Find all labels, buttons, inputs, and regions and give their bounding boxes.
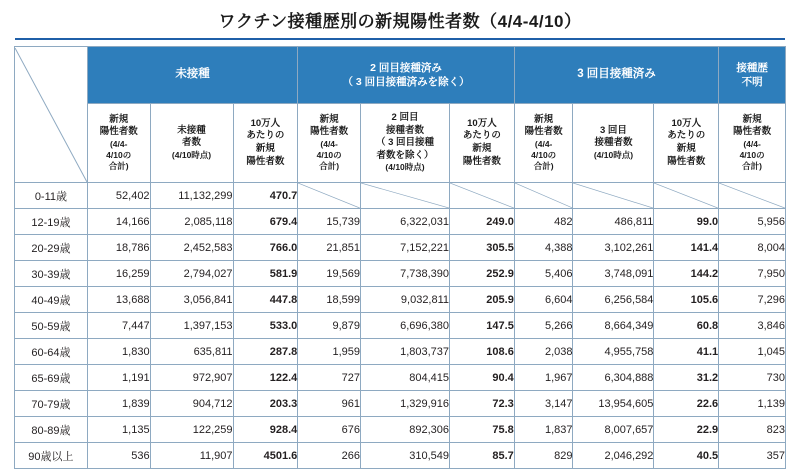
- sub-header-main: 未接種 者数: [177, 124, 206, 149]
- data-cell: 6,322,031: [361, 209, 450, 235]
- corner-cell: [15, 47, 88, 183]
- data-cell: 470.7: [233, 183, 298, 209]
- data-cell: 1,139: [719, 391, 786, 417]
- data-cell: 823: [719, 417, 786, 443]
- row-label: 50-59歳: [15, 313, 88, 339]
- data-cell: 9,879: [298, 313, 361, 339]
- sub-header-main: 新規 陽性者数: [524, 113, 563, 138]
- data-cell: 1,045: [719, 339, 786, 365]
- sub-header-main: 10万人 あたりの 新規 陽性者数: [667, 117, 706, 167]
- row-label: 40-49歳: [15, 287, 88, 313]
- data-cell: 7,152,221: [361, 235, 450, 261]
- row-label: 12-19歳: [15, 209, 88, 235]
- row-label: 30-39歳: [15, 261, 88, 287]
- data-cell: 357: [719, 443, 786, 469]
- data-cell: 5,406: [514, 261, 573, 287]
- data-cell: 7,738,390: [361, 261, 450, 287]
- data-cell: 482: [514, 209, 573, 235]
- table-row: [15, 391, 786, 417]
- data-cell: 15,739: [298, 209, 361, 235]
- data-cell: 18,786: [87, 235, 150, 261]
- data-cell: 13,954,605: [573, 391, 654, 417]
- empty-diagonal-cell: [719, 183, 786, 209]
- data-cell: 16,259: [87, 261, 150, 287]
- row-label: 60-64歳: [15, 339, 88, 365]
- data-cell: 961: [298, 391, 361, 417]
- data-cell: 635,811: [150, 339, 233, 365]
- data-cell: 7,447: [87, 313, 150, 339]
- data-cell: 122,259: [150, 417, 233, 443]
- sub-header-note: (4/4- 4/10の 合計): [316, 138, 342, 172]
- row-label: 65-69歳: [15, 365, 88, 391]
- data-cell: 11,132,299: [150, 183, 233, 209]
- data-cell: 6,304,888: [573, 365, 654, 391]
- data-cell: 41.1: [654, 339, 719, 365]
- data-cell: 105.6: [654, 287, 719, 313]
- sub-header-cell-6: [514, 104, 573, 183]
- sub-header-main: 新規 陽性者数: [99, 113, 138, 138]
- group-header-third-dose: 3 回目接種済み: [514, 47, 718, 104]
- row-label: 0-11歳: [15, 183, 88, 209]
- data-cell: 310,549: [361, 443, 450, 469]
- data-cell: 21,851: [298, 235, 361, 261]
- data-cell: 31.2: [654, 365, 719, 391]
- data-cell: 536: [87, 443, 150, 469]
- data-cell: 3,748,091: [573, 261, 654, 287]
- data-cell: 447.8: [233, 287, 298, 313]
- table-row: [15, 235, 786, 261]
- data-cell: 266: [298, 443, 361, 469]
- sub-header-cell-5: [450, 104, 515, 183]
- empty-diagonal-cell: [361, 183, 450, 209]
- data-cell: 40.5: [654, 443, 719, 469]
- data-cell: 4,388: [514, 235, 573, 261]
- data-cell: 804,415: [361, 365, 450, 391]
- sub-header-cell-0: [87, 104, 150, 183]
- group-header-unknown: 接種歴 不明: [719, 47, 786, 104]
- data-cell: 22.9: [654, 417, 719, 443]
- sub-header-main: 新規 陽性者数: [733, 113, 772, 138]
- data-cell: 4501.6: [233, 443, 298, 469]
- data-cell: 2,085,118: [150, 209, 233, 235]
- data-cell: 2,046,292: [573, 443, 654, 469]
- table-row: [15, 313, 786, 339]
- data-cell: 52,402: [87, 183, 150, 209]
- data-cell: 533.0: [233, 313, 298, 339]
- sub-header-main: 2 回目 接種者数 （ 3 回目接種 者数を除く）: [375, 112, 435, 161]
- data-cell: 1,191: [87, 365, 150, 391]
- data-cell: 1,803,737: [361, 339, 450, 365]
- sub-header-cell-7: [573, 104, 654, 183]
- table-row: [15, 183, 786, 209]
- table-row: [15, 209, 786, 235]
- data-cell: 11,907: [150, 443, 233, 469]
- page-title: ワクチン接種歴別の新規陽性者数（4/4-4/10）: [218, 12, 582, 31]
- data-cell: 928.4: [233, 417, 298, 443]
- data-cell: 19,569: [298, 261, 361, 287]
- table-group-header-row: [15, 47, 786, 104]
- table-row: [15, 261, 786, 287]
- data-cell: 7,296: [719, 287, 786, 313]
- data-cell: 486,811: [573, 209, 654, 235]
- empty-diagonal-cell: [514, 183, 573, 209]
- data-cell: 249.0: [450, 209, 515, 235]
- sub-header-note: (4/4- 4/10の 合計): [739, 138, 765, 172]
- title-underline: [15, 38, 785, 40]
- data-cell: 1,329,916: [361, 391, 450, 417]
- sub-header-main: 10万人 あたりの 新規 陽性者数: [246, 117, 285, 167]
- data-cell: 305.5: [450, 235, 515, 261]
- table-row: [15, 287, 786, 313]
- data-cell: 727: [298, 365, 361, 391]
- data-cell: 766.0: [233, 235, 298, 261]
- sub-header-cell-3: [298, 104, 361, 183]
- sub-header-cell-2: [233, 104, 298, 183]
- sub-header-cell-9: [719, 104, 786, 183]
- row-label: 80-89歳: [15, 417, 88, 443]
- data-cell: 6,604: [514, 287, 573, 313]
- sub-header-note: (4/4- 4/10の 合計): [106, 138, 132, 172]
- data-cell: 2,452,583: [150, 235, 233, 261]
- table-body: [15, 183, 786, 469]
- data-cell: 144.2: [654, 261, 719, 287]
- data-cell: 3,102,261: [573, 235, 654, 261]
- data-cell: 679.4: [233, 209, 298, 235]
- data-cell: 4,955,758: [573, 339, 654, 365]
- data-cell: 5,266: [514, 313, 573, 339]
- data-cell: 14,166: [87, 209, 150, 235]
- data-cell: 5,956: [719, 209, 786, 235]
- vaccination-table: [14, 46, 786, 469]
- data-cell: 205.9: [450, 287, 515, 313]
- data-cell: 581.9: [233, 261, 298, 287]
- data-cell: 147.5: [450, 313, 515, 339]
- data-cell: 6,256,584: [573, 287, 654, 313]
- sub-header-main: 新規 陽性者数: [310, 113, 349, 138]
- data-cell: 3,147: [514, 391, 573, 417]
- data-cell: 676: [298, 417, 361, 443]
- data-cell: 90.4: [450, 365, 515, 391]
- sub-header-cell-4: [361, 104, 450, 183]
- data-cell: 75.8: [450, 417, 515, 443]
- data-cell: 1,837: [514, 417, 573, 443]
- data-cell: 730: [719, 365, 786, 391]
- data-cell: 1,959: [298, 339, 361, 365]
- row-label: 70-79歳: [15, 391, 88, 417]
- sub-header-note: (4/10時点): [171, 149, 212, 160]
- sub-header-note: (4/10時点): [593, 149, 634, 160]
- data-cell: 9,032,811: [361, 287, 450, 313]
- data-cell: 203.3: [233, 391, 298, 417]
- data-cell: 8,004: [719, 235, 786, 261]
- row-label: 90歳以上: [15, 443, 88, 469]
- table-row: [15, 443, 786, 469]
- data-cell: 3,846: [719, 313, 786, 339]
- table-sub-header-row: [15, 104, 786, 183]
- data-cell: 6,696,380: [361, 313, 450, 339]
- empty-diagonal-cell: [298, 183, 361, 209]
- data-cell: 7,950: [719, 261, 786, 287]
- data-cell: 2,794,027: [150, 261, 233, 287]
- data-cell: 252.9: [450, 261, 515, 287]
- data-cell: 1,839: [87, 391, 150, 417]
- sub-header-main: 3 回目 接種者数: [594, 124, 633, 149]
- data-cell: 2,038: [514, 339, 573, 365]
- data-cell: 904,712: [150, 391, 233, 417]
- data-cell: 85.7: [450, 443, 515, 469]
- group-header-unvaccinated: 未接種: [87, 47, 297, 104]
- empty-diagonal-cell: [654, 183, 719, 209]
- data-cell: 1,135: [87, 417, 150, 443]
- empty-diagonal-cell: [573, 183, 654, 209]
- sub-header-note: (4/4- 4/10の 合計): [531, 138, 557, 172]
- table-row: [15, 417, 786, 443]
- data-cell: 108.6: [450, 339, 515, 365]
- data-cell: 287.8: [233, 339, 298, 365]
- table-row: [15, 365, 786, 391]
- data-cell: 141.4: [654, 235, 719, 261]
- data-cell: 13,688: [87, 287, 150, 313]
- data-cell: 60.8: [654, 313, 719, 339]
- data-cell: 1,967: [514, 365, 573, 391]
- sub-header-note: (4/10時点): [385, 162, 425, 173]
- sub-header-cell-8: [654, 104, 719, 183]
- data-cell: 829: [514, 443, 573, 469]
- table-row: [15, 339, 786, 365]
- group-header-second-dose: 2 回目接種済み （ 3 回目接種済みを除く）: [298, 47, 515, 104]
- data-cell: 892,306: [361, 417, 450, 443]
- data-cell: 72.3: [450, 391, 515, 417]
- empty-diagonal-cell: [450, 183, 515, 209]
- sub-header-main: 10万人 あたりの 新規 陽性者数: [462, 117, 501, 167]
- data-cell: 8,664,349: [573, 313, 654, 339]
- data-cell: 22.6: [654, 391, 719, 417]
- data-cell: 972,907: [150, 365, 233, 391]
- data-cell: 99.0: [654, 209, 719, 235]
- data-cell: 1,830: [87, 339, 150, 365]
- row-label: 20-29歳: [15, 235, 88, 261]
- data-cell: 3,056,841: [150, 287, 233, 313]
- data-cell: 8,007,657: [573, 417, 654, 443]
- sub-header-cell-1: [150, 104, 233, 183]
- data-cell: 122.4: [233, 365, 298, 391]
- data-cell: 18,599: [298, 287, 361, 313]
- data-cell: 1,397,153: [150, 313, 233, 339]
